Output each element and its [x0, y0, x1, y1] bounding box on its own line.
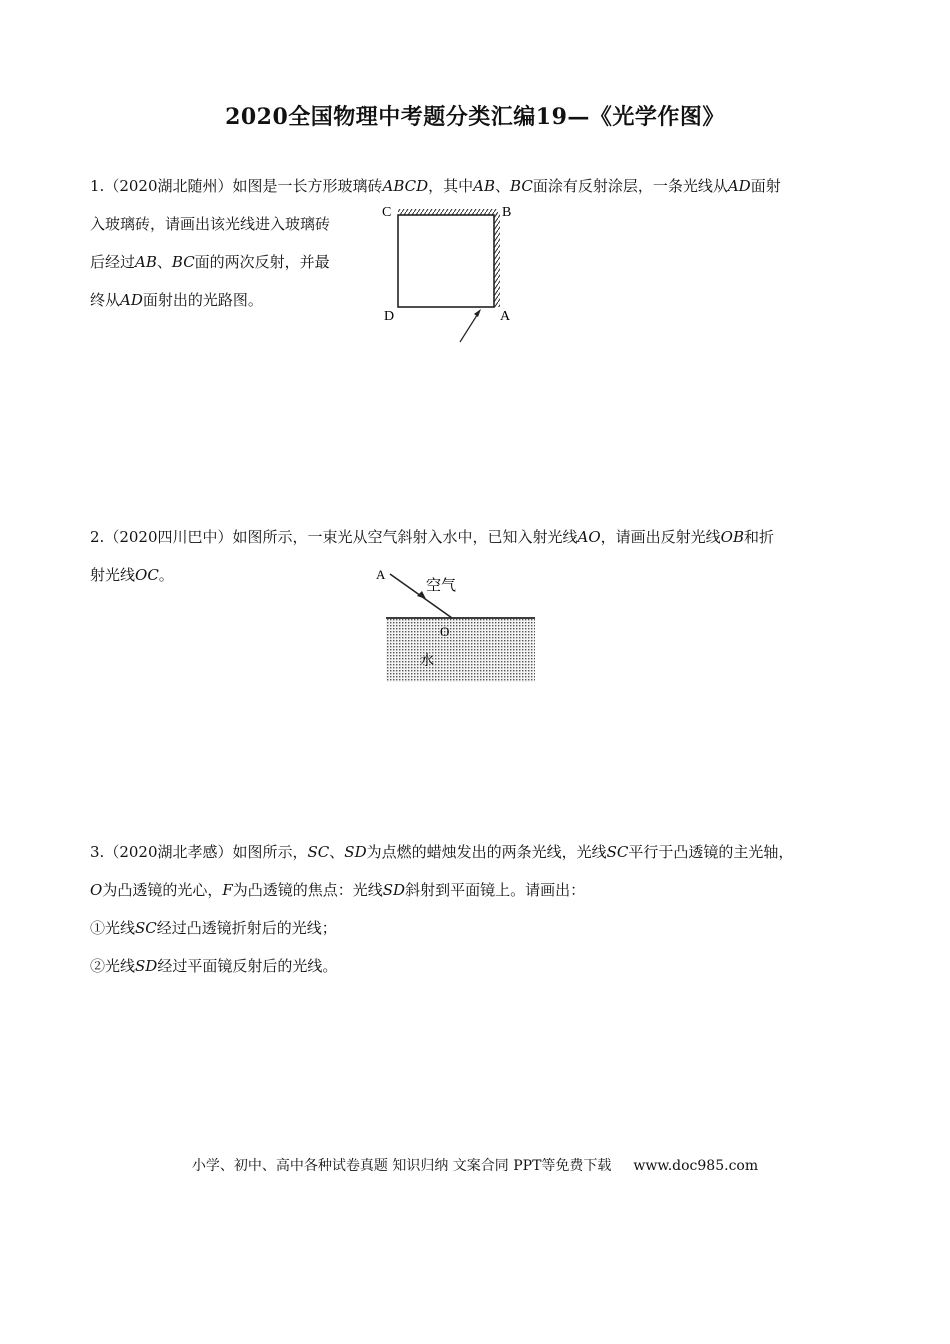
q2-source: （2020四川巴中）: [104, 528, 233, 546]
q2-line2: 射光线OC。: [90, 566, 174, 584]
label-a: A: [376, 567, 386, 582]
water-region: [386, 618, 535, 682]
q3-source: （2020湖北孝感）: [104, 843, 233, 861]
footer-url[interactable]: www.doc985.com: [633, 1158, 759, 1174]
label-air: 空气: [426, 578, 457, 594]
q1-number: 1.: [90, 177, 105, 195]
label-a: A: [500, 309, 511, 324]
label-b: B: [502, 205, 512, 220]
label-d: D: [384, 309, 395, 324]
page-footer: [0, 1155, 950, 1175]
footer-text: 小学、初中、高中各种试卷真题 知识归纳 文案合同 PPT等免费下载: [191, 1158, 612, 1174]
q1-line4: 终从AD面射出的光路图。: [90, 291, 263, 309]
page-title: 2020全国物理中考题分类汇编19—《光学作图》: [225, 104, 725, 130]
q3-item-1: ①光线SC经过凸透镜折射后的光线；: [90, 919, 337, 937]
incident-ray: [460, 312, 479, 342]
bc-coating-hatch: [494, 212, 500, 307]
q3-number: 3.: [90, 843, 105, 861]
label-o: O: [440, 624, 450, 639]
ab-coating-hatch: [398, 209, 497, 215]
q2-line1: 2.（2020四川巴中）如图所示，一束光从空气斜射入水中，已知入射光线AO，请画出反射光线OB和折: [90, 528, 775, 546]
q1-line3: 后经过AB、BC面的两次反射，并最: [90, 253, 330, 271]
glass-brick-rect: [398, 215, 494, 307]
q2-number: 2.: [90, 528, 105, 546]
incident-ray-arrow: [417, 591, 426, 599]
q3-line1: 3.（2020湖北孝感）如图所示，SC、SD为点燃的蜡烛发出的两条光线，光线SC平行于凸透镜的主光轴，: [90, 843, 794, 861]
q2-air-water-figure: [372, 565, 542, 687]
q1-line2: 入玻璃砖，请画出该光线进入玻璃砖: [90, 215, 331, 233]
q1-source: （2020湖北随州）: [104, 177, 233, 195]
label-c: C: [382, 205, 392, 220]
label-water: 水: [420, 654, 434, 669]
q1-glass-brick-figure: [378, 200, 528, 350]
q3-item-2: ②光线SD经过平面镜反射后的光线。: [90, 957, 338, 975]
q1-line1: 1.（2020湖北随州）如图是一长方形玻璃砖ABCD，其中AB、BC面涂有反射涂层，一条光线从AD面射: [90, 177, 781, 195]
q3-line2: O为凸透镜的光心，F为凸透镜的焦点：光线SD斜射到平面镜上。请画出：: [90, 881, 586, 899]
incident-ray-arrow: [474, 309, 481, 317]
